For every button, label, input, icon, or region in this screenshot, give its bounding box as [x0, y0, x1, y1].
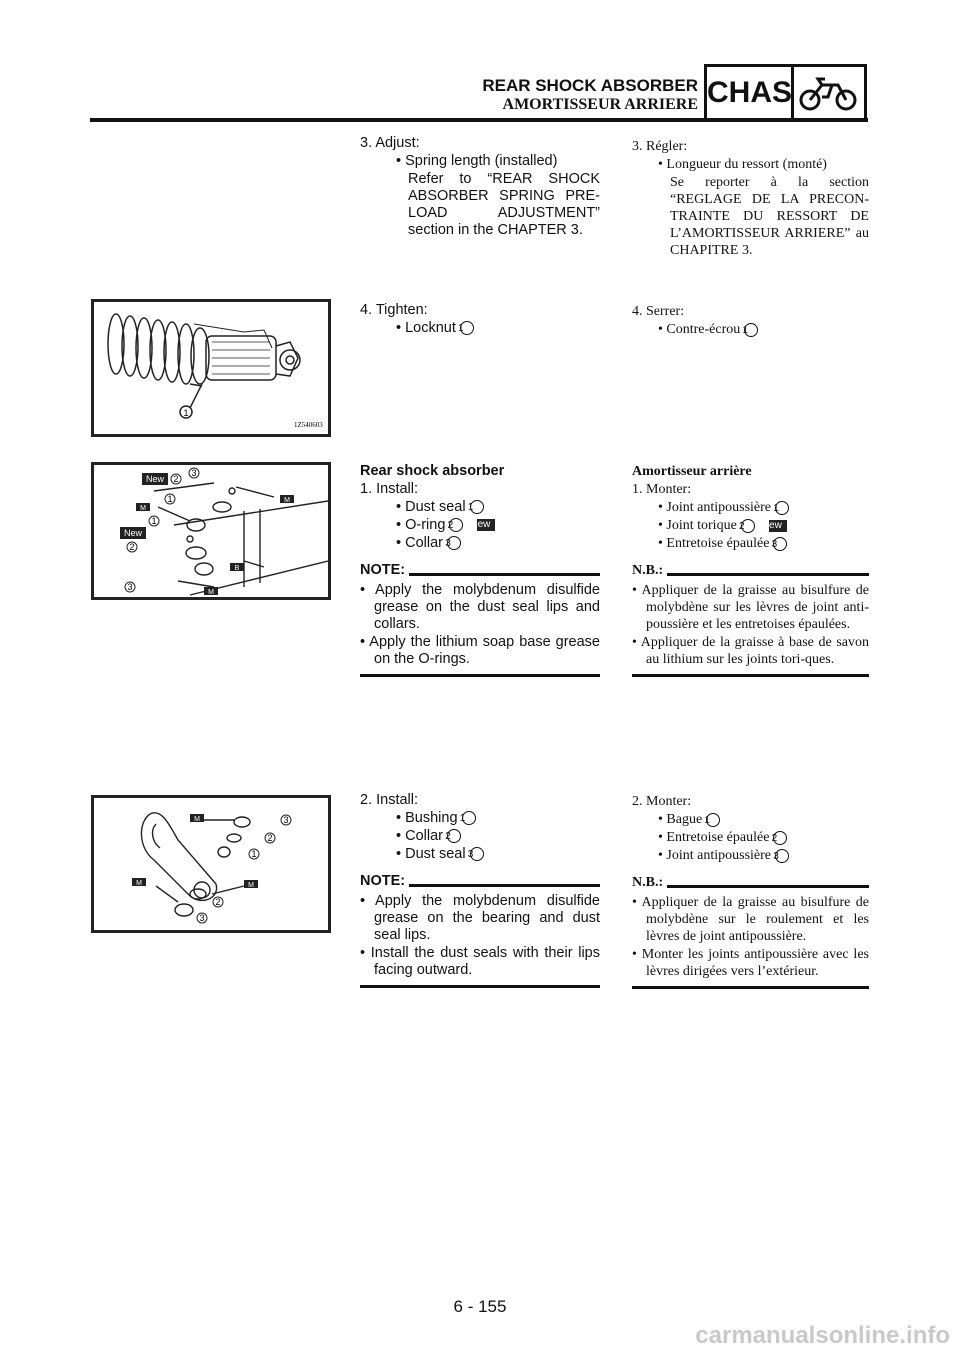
fr-note-heading-1 — [632, 562, 869, 579]
en-note-heading-1 — [360, 562, 600, 579]
fr-locknut-label: • Contre-écrou — [658, 322, 741, 337]
fr-step-install-2: 2. Monter: — [632, 794, 692, 809]
fig1-callout-1: 1 — [183, 408, 189, 418]
en-collar-item — [360, 535, 600, 552]
en-locknut-item — [360, 320, 600, 337]
fig2-grease-b: B — [234, 565, 240, 572]
fig2-new-2: New — [123, 528, 143, 538]
fig1-code: 1Z540603 — [294, 421, 323, 429]
arm-bushing-drawing — [94, 798, 328, 930]
fr-note-heading-2 — [632, 874, 869, 891]
fig2-callout-1a: 1 — [167, 494, 173, 504]
fr-step-adjust-label: 3. Régler: — [632, 139, 688, 154]
fig3-callout-1: 1 — [251, 849, 257, 859]
fr-note-end-rule-1 — [632, 674, 869, 677]
en-new-badge: New — [477, 519, 495, 531]
fr-dust-seal-label-2: • Joint antipoussière — [658, 848, 771, 863]
fr-install-bushing — [632, 793, 869, 989]
fr-note-1a: • Appliquer de la graisse au bisulfure de molybdène sur les lèvres de joint anti-poussière et les entretoises épaulées. — [632, 583, 869, 632]
fr-new-badge: New — [769, 520, 787, 532]
header-title-fr: AMORTISSEUR ARRIERE — [502, 96, 698, 113]
en-bushing-callout: 1 — [462, 811, 476, 825]
en-step-tighten-label: 4. Tighten: — [360, 302, 428, 318]
fr-collar-callout: 3 — [773, 537, 787, 551]
fig3-callout-2a: 2 — [267, 833, 273, 843]
en-note-end-rule-1 — [360, 674, 600, 677]
fr-note-1b: • Appliquer de la graisse à base de savon au lithium sur les joints tori-ques. — [632, 635, 869, 667]
fr-dust-seal-callout: 1 — [775, 501, 789, 515]
en-rear-shock-heading: Rear shock absorber — [360, 463, 505, 479]
fr-collar-item-2 — [632, 829, 869, 846]
en-step-adjust — [360, 135, 600, 239]
page-number: 6 - 155 — [453, 1297, 507, 1316]
fr-step-tighten — [632, 303, 869, 338]
fr-bushing-callout: 1 — [706, 813, 720, 827]
en-bushing-item — [360, 810, 600, 827]
en-o-ring-label: • O-ring — [396, 517, 446, 533]
en-o-ring-item — [360, 517, 600, 534]
en-o-ring-callout: 2 — [449, 518, 463, 532]
fr-collar-item — [632, 535, 869, 552]
fr-collar-label: • Entretoise épaulée — [658, 536, 770, 551]
fig2-grease-m3: M — [208, 589, 214, 596]
fig2-callout-2b: 2 — [129, 542, 135, 552]
fig2-grease-m1: M — [140, 505, 146, 512]
en-install-bushing — [360, 792, 600, 988]
fig3-grease-m3: M — [248, 882, 254, 889]
en-collar-label: • Collar — [396, 535, 443, 551]
fig2-callout-1b: 1 — [151, 516, 157, 526]
fig3-grease-m2: M — [136, 880, 142, 887]
fr-dust-seal-item — [632, 499, 869, 516]
figure-arm-bushing — [91, 795, 331, 933]
en-dust-seal-item — [360, 499, 600, 516]
en-step-install-1: 1. Install: — [360, 481, 419, 497]
fig2-callout-2a: 2 — [173, 474, 179, 484]
en-dust-seal-callout-2: 3 — [470, 847, 484, 861]
fr-collar-label-2: • Entretoise épaulée — [658, 830, 770, 845]
header-title-en: REAR SHOCK ABSORBER — [482, 76, 698, 95]
fr-dust-seal-item-2 — [632, 847, 869, 864]
fr-o-ring-callout: 2 — [741, 519, 755, 533]
figure-shock-seals — [91, 462, 331, 600]
fr-spring-ref-note: Se reporter à la section “REGLAGE DE LA PRECON-TRAINTE DU RESSORT DE L’AMORTISSEUR ARRIERE” au CHAPITRE 3. — [670, 175, 869, 258]
en-note-end-rule-2 — [360, 985, 600, 988]
en-collar-label-2: • Collar — [396, 828, 443, 844]
fr-spring-length-item: • Longueur du ressort (monté) — [658, 157, 827, 172]
en-locknut-label: • Locknut — [396, 320, 456, 336]
fr-bushing-item — [632, 811, 869, 828]
en-note-label-1: NOTE: — [360, 562, 406, 578]
fr-note-end-rule-2 — [632, 986, 869, 989]
fr-step-tighten-label: 4. Serrer: — [632, 304, 685, 319]
fr-collar-callout-2: 2 — [773, 831, 787, 845]
fr-step-install-1: 1. Monter: — [632, 482, 692, 497]
fr-locknut-item — [632, 321, 869, 338]
fr-o-ring-label: • Joint torique — [658, 518, 737, 533]
shock-seals-drawing — [94, 465, 328, 597]
fr-note-label-1: N.B.: — [632, 563, 664, 578]
fr-o-ring-item — [632, 517, 869, 534]
figure-locknut — [91, 299, 331, 437]
shock-absorber-drawing — [94, 302, 328, 434]
en-step-adjust-label: 3. Adjust: — [360, 135, 420, 151]
en-spring-length-item: • Spring length (installed) — [396, 153, 558, 169]
fig2-new-1: New — [145, 474, 165, 484]
motorcycle-icon — [794, 67, 864, 119]
fr-dust-seal-label: • Joint antipoussière — [658, 500, 771, 515]
fig2-callout-3a: 3 — [191, 468, 197, 478]
en-note-label-2: NOTE: — [360, 873, 406, 889]
en-locknut-callout: 1 — [460, 321, 474, 335]
en-collar-item-2 — [360, 828, 600, 845]
en-step-install-2: 2. Install: — [360, 792, 419, 808]
fig2-callout-3b: 3 — [127, 582, 133, 592]
fig3-grease-m1: M — [194, 816, 200, 823]
en-collar-callout: 3 — [447, 536, 461, 550]
en-rear-shock-install — [360, 463, 600, 677]
fr-rear-shock-install — [632, 463, 869, 677]
en-note-1b: • Apply the lithium soap base grease on the O-rings. — [360, 634, 600, 667]
fr-note-label-2: N.B.: — [632, 875, 664, 890]
en-note-2b: • Install the dust seals with their lips facing outward. — [360, 945, 600, 978]
section-label: CHAS — [707, 67, 794, 119]
en-dust-seal-callout: 1 — [470, 500, 484, 514]
en-spring-ref-note: Refer to “REAR SHOCK ABSORBER SPRING PRE-LOAD ADJUSTMENT” section in the CHAPTER 3. — [408, 171, 600, 238]
en-note-2a: • Apply the molybdenum disulfide grease on the bearing and dust seal lips. — [360, 893, 600, 943]
fr-step-adjust — [632, 138, 869, 259]
en-note-heading-2 — [360, 873, 600, 890]
watermark: carmanualsonline.info — [695, 1322, 950, 1349]
fr-rear-shock-heading: Amortisseur arrière — [632, 464, 752, 479]
fig3-callout-3b: 3 — [199, 913, 205, 923]
en-bushing-label: • Bushing — [396, 810, 458, 826]
fr-dust-seal-callout-2: 3 — [775, 849, 789, 863]
fr-locknut-callout: 1 — [744, 323, 758, 337]
en-dust-seal-item-2 — [360, 846, 600, 863]
en-note-1a: • Apply the molybdenum disulfide grease on the dust seal lips and collars. — [360, 582, 600, 632]
en-step-tighten — [360, 302, 600, 337]
en-collar-callout-2: 2 — [447, 829, 461, 843]
fr-note-2b: • Monter les joints antipoussière avec les lèvres dirigées vers l’extérieur. — [632, 947, 869, 979]
fr-note-2a: • Appliquer de la graisse au bisulfure de molybdène sur le roulement et les lèvres de joint antipoussière. — [632, 895, 869, 944]
fig2-grease-m2: M — [284, 497, 290, 504]
section-badge — [704, 64, 867, 122]
fig3-callout-3a: 3 — [283, 815, 289, 825]
en-dust-seal-label-2: • Dust seal — [396, 846, 466, 862]
fig3-callout-2b: 2 — [215, 897, 221, 907]
fr-bushing-label: • Bague — [658, 812, 703, 827]
en-dust-seal-label: • Dust seal — [396, 499, 466, 515]
